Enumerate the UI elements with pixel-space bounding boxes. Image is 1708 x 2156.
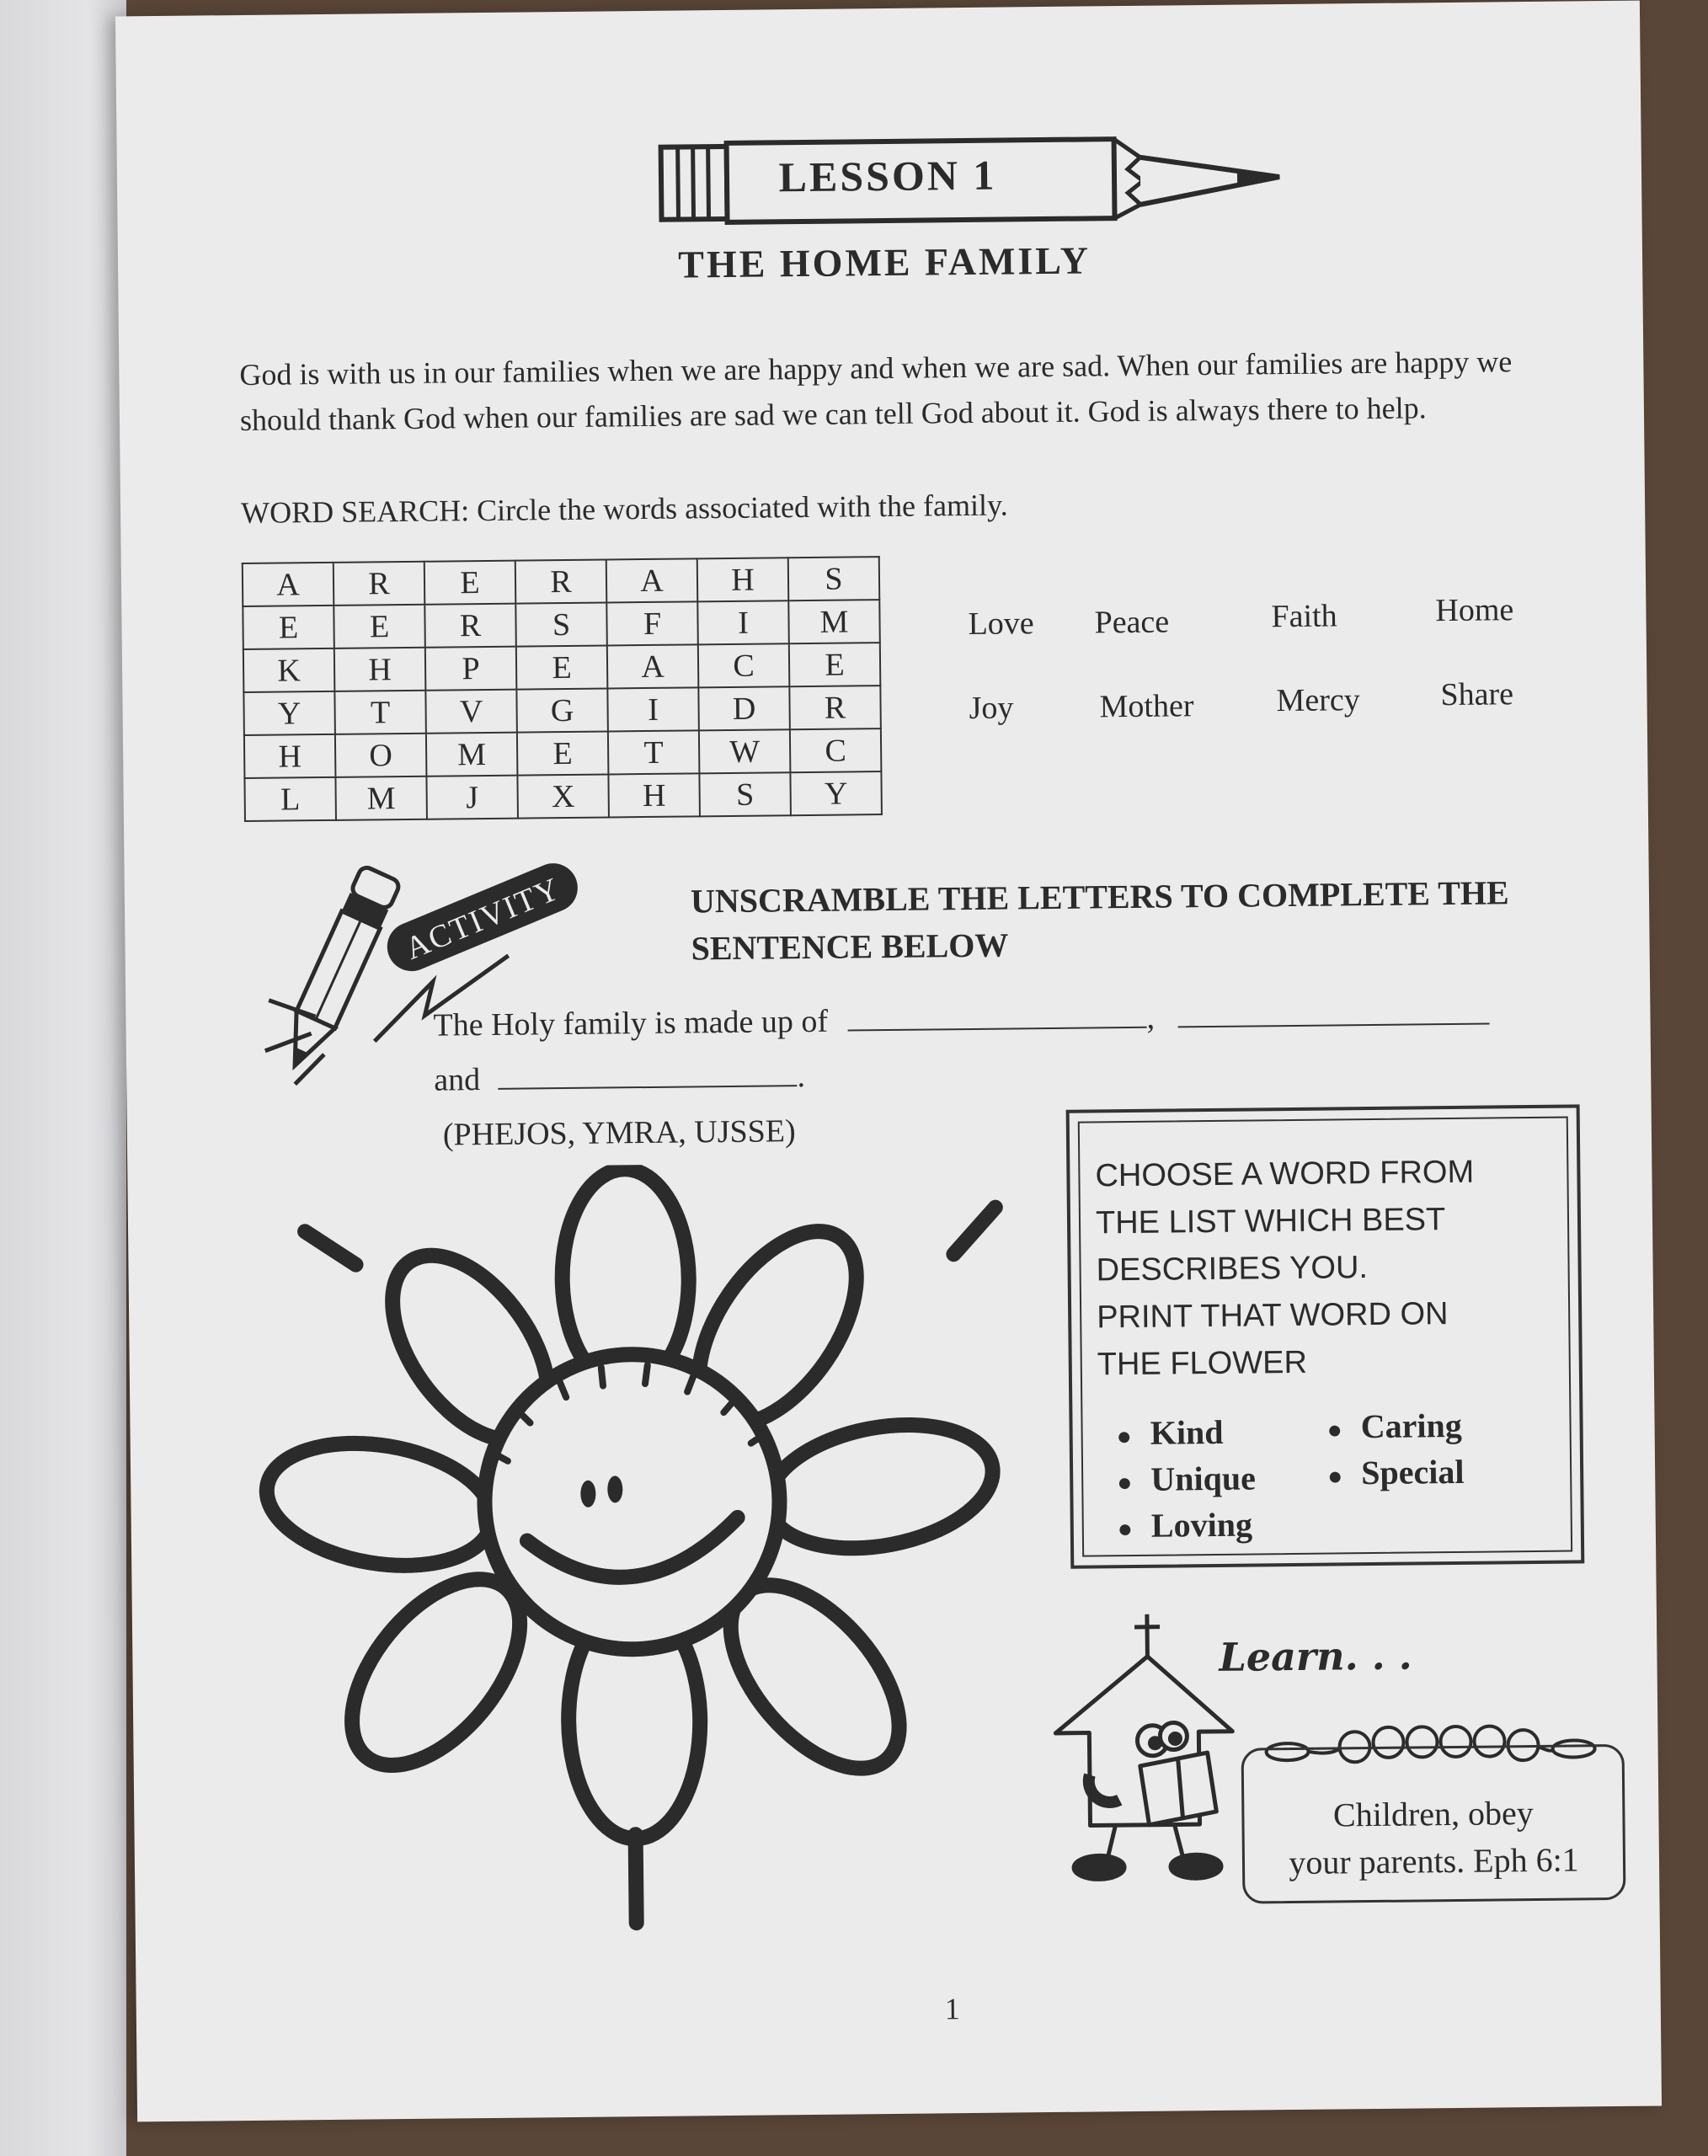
choose-line: THE LIST WHICH BEST <box>1095 1202 1446 1241</box>
word-search-grid[interactable] <box>242 556 883 822</box>
sentence-start: The Holy family is made up of <box>433 1003 829 1043</box>
bullet-icon: ● <box>1326 1416 1342 1444</box>
grid-letter[interactable]: O <box>335 734 427 777</box>
choose-line: DESCRIBES YOU. <box>1096 1250 1369 1289</box>
grid-letter[interactable]: H <box>334 648 426 691</box>
grid-letter[interactable]: H <box>697 558 789 601</box>
sentence-and: and <box>433 1062 481 1098</box>
grid-row <box>244 771 881 821</box>
lesson-title: THE HOME FAMILY <box>677 238 1092 286</box>
grid-letter[interactable]: E <box>334 605 425 648</box>
grid-letter[interactable]: V <box>425 690 517 734</box>
word-love: Love <box>968 606 1034 642</box>
grid-letter[interactable]: R <box>424 604 516 648</box>
church-character-icon <box>1038 1605 1243 1893</box>
grid-letter[interactable]: S <box>699 772 791 816</box>
grid-letter[interactable]: E <box>243 606 334 649</box>
flower-drawing-icon[interactable] <box>237 1161 1087 1944</box>
word-joy: Joy <box>969 690 1014 726</box>
option-unique: ● Unique <box>1117 1459 1257 1498</box>
grid-row <box>244 728 881 778</box>
grid-letter[interactable]: F <box>606 601 698 645</box>
intro-paragraph: God is with us in our families when we are happy and when we are sad. When our families are happy we should thank God when our families are sad we can tell God about it. God is always there to help. <box>239 344 1513 438</box>
word-peace: Peace <box>1094 604 1170 641</box>
workbook-page <box>115 1 1662 2122</box>
grid-letter[interactable]: A <box>607 644 699 688</box>
choose-line: THE FLOWER <box>1097 1344 1308 1383</box>
choose-line: PRINT THAT WORD ON <box>1096 1296 1449 1336</box>
bullet-icon: ● <box>1327 1462 1343 1491</box>
grid-letter[interactable]: D <box>698 686 790 730</box>
grid-letter[interactable]: E <box>516 645 608 689</box>
grid-letter[interactable]: H <box>244 734 336 778</box>
activity-heading-line2: SENTENCE BELOW <box>691 926 1009 968</box>
grid-letter[interactable]: C <box>790 728 882 772</box>
word-home: Home <box>1435 592 1514 629</box>
word-share: Share <box>1440 676 1514 713</box>
grid-letter[interactable]: I <box>607 687 699 731</box>
memory-verse: Children, obey your parents. Eph 6:1 <box>1289 1794 1579 1882</box>
learn-label: Learn. . . <box>1219 1632 1412 1680</box>
word-faith: Faith <box>1271 598 1337 635</box>
grid-letter[interactable]: A <box>606 558 698 602</box>
activity-heading <box>691 868 1584 972</box>
memory-verse-box <box>1241 1744 1626 1904</box>
choose-line: CHOOSE A WORD FROM <box>1095 1154 1475 1194</box>
grid-row <box>243 600 879 649</box>
grid-letter[interactable]: J <box>426 776 518 819</box>
bullet-icon: ● <box>1117 1468 1133 1497</box>
option-caring: ● Caring <box>1326 1406 1462 1446</box>
grid-letter[interactable]: Y <box>790 771 882 815</box>
option-loving: ● Loving <box>1117 1505 1253 1545</box>
grid-letter[interactable]: M <box>788 600 880 643</box>
grid-letter[interactable]: R <box>789 686 881 729</box>
sentence-period: . <box>797 1059 806 1095</box>
facing-page <box>0 0 126 2156</box>
grid-letter[interactable]: E <box>424 561 516 605</box>
scrambled-words: (PHEJOS, YMRA, UJSSE) <box>442 1113 796 1153</box>
grid-letter[interactable]: Y <box>243 691 335 735</box>
bullet-icon: ● <box>1117 1514 1134 1543</box>
sentence-comma: , <box>1146 1000 1156 1036</box>
grid-letter[interactable]: R <box>515 559 607 603</box>
grid-row <box>243 686 880 735</box>
option-special: ● Special <box>1327 1452 1465 1492</box>
page-number: 1 <box>944 1992 960 2026</box>
answer-blank-1[interactable] <box>847 1001 1146 1032</box>
grid-letter[interactable]: T <box>334 691 426 734</box>
option-kind: ● Kind <box>1116 1412 1224 1452</box>
grid-letter[interactable]: X <box>517 774 609 818</box>
grid-letter[interactable]: E <box>789 643 881 686</box>
activity-badge: ACTIVITY <box>400 871 566 967</box>
grid-letter[interactable]: M <box>335 776 427 820</box>
choose-instructions <box>1095 1148 1535 1388</box>
word-mother: Mother <box>1099 688 1194 725</box>
activity-heading-line1: UNSCRAMBLE THE LETTERS TO COMPLETE THE <box>690 873 1509 921</box>
answer-blank-3[interactable] <box>498 1059 797 1090</box>
grid-letter[interactable]: H <box>608 773 700 817</box>
word-mercy: Mercy <box>1276 682 1360 719</box>
bullet-icon: ● <box>1116 1422 1132 1451</box>
grid-letter[interactable]: M <box>426 733 518 776</box>
grid-letter[interactable]: S <box>788 557 880 600</box>
lesson-label: LESSON 1 <box>778 151 997 201</box>
word-search-instruction: WORD SEARCH: Circle the words associated with the family. <box>240 488 1008 531</box>
grid-letter[interactable]: S <box>515 602 607 646</box>
grid-letter[interactable]: T <box>608 730 700 774</box>
grid-letter[interactable]: W <box>699 729 791 773</box>
grid-letter[interactable]: L <box>244 777 336 821</box>
grid-letter[interactable]: P <box>425 647 517 691</box>
grid-letter[interactable]: A <box>243 563 334 606</box>
grid-letter[interactable]: E <box>517 731 609 775</box>
grid-letter[interactable]: C <box>698 643 790 687</box>
grid-letter[interactable]: I <box>697 600 789 644</box>
grid-letter[interactable]: R <box>334 562 425 606</box>
grid-row <box>243 557 879 606</box>
answer-blank-2[interactable] <box>1177 998 1489 1028</box>
grid-letter[interactable]: K <box>243 648 335 692</box>
grid-letter[interactable]: G <box>516 688 608 732</box>
and-line <box>434 1058 805 1099</box>
choose-word-box <box>1066 1104 1585 1568</box>
grid-row <box>243 643 880 692</box>
